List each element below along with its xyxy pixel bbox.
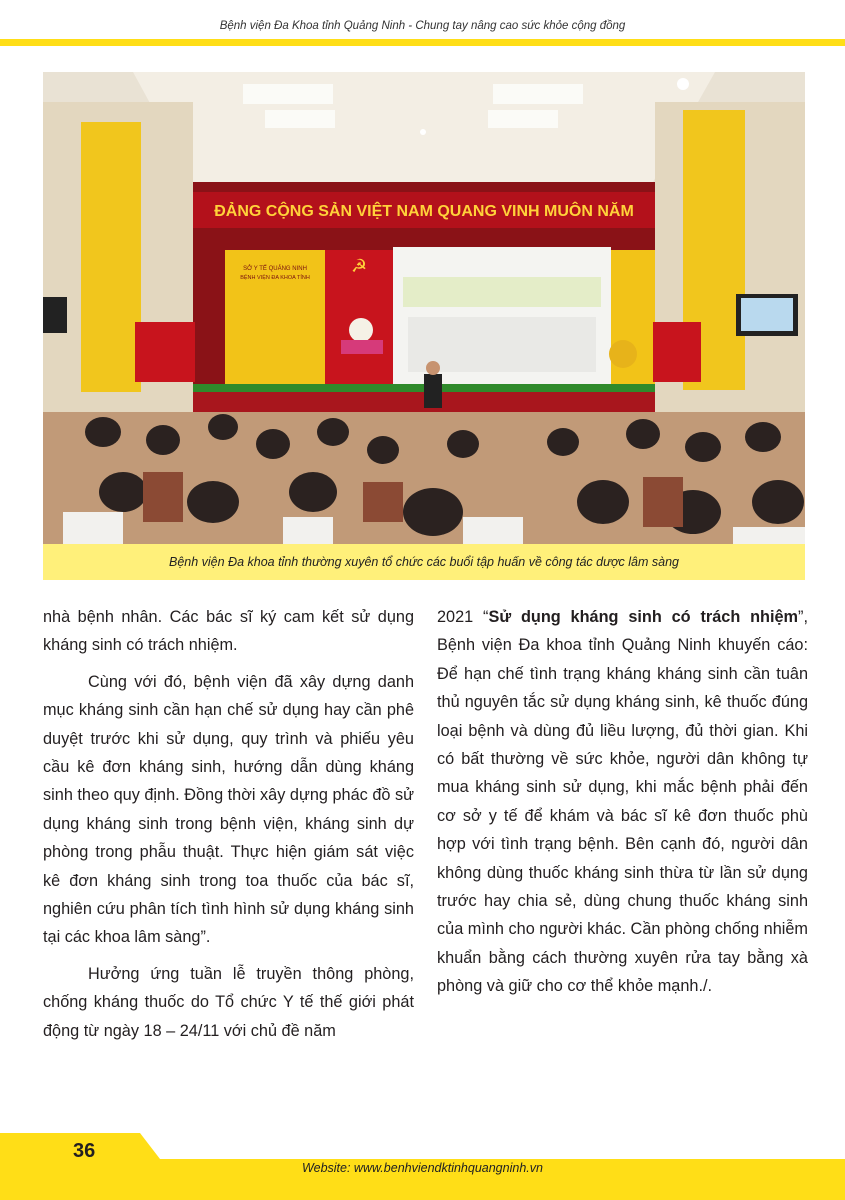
footer-website: Website: www.benhviendktinhquangninh.vn [302,1161,543,1175]
article-left-column [43,603,414,1053]
running-header: Bệnh viện Đa Khoa tỉnh Quảng Ninh - Chung tay nâng cao sức khỏe cộng đồng [219,20,626,32]
paragraph-lead: 2021 “ [437,608,489,626]
paragraph-body: ”, Bệnh viện Đa khoa tỉnh Quảng Ninh khuyến cáo: Để hạn chế tình trạng kháng kháng sinh cần tuân thủ nguyên tắc sử dụng kháng sinh, kê thuốc đúng loại bệnh và dùng đủ liều lượng, đủ thời gian. Khi có bất thường về sức khỏe, người dân không tự mua kháng sinh sử dụng, khi mắc bệnh phải đến cơ sở y tế để khám và bác sĩ kê đơn thuốc phù hợp với tình trạng bệnh. Bên cạnh đó, người dân không dùng thuốc kháng sinh thừa từ lần sử dụng trước hay chia sẻ, dùng chung thuốc kháng sinh của mình cho người khác. Cần phòng chống nhiễm khuẩn bằng cách thường xuyên rửa tay bằng xà phòng và giữ cho cơ thể khỏe mạnh./. [437,608,808,996]
header-rule [0,39,845,46]
svg-text:SỞ Y TẾ QUẢNG NINH: SỞ Y TẾ QUẢNG NINH [243,266,307,272]
conference-photo [43,72,805,544]
paragraph [437,603,808,1001]
stage-banner-text: ĐẢNG CỘNG SẢN VIỆT NAM QUANG VINH MUÔN NĂM [214,203,634,220]
svg-text:☭: ☭ [351,256,368,277]
svg-text:BỆNH VIỆN ĐA KHOA TỈNH: BỆNH VIỆN ĐA KHOA TỈNH [240,275,310,281]
photo-caption: Bệnh viện Đa khoa tỉnh thường xuyên tổ chức các buổi tập huấn về công tác dược lâm sàng [43,544,805,580]
paragraph: nhà bệnh nhân. Các bác sĩ ký cam kết sử dụng kháng sinh có trách nhiệm. [43,608,414,655]
campaign-theme: Sử dụng kháng sinh có trách nhiệm [488,608,799,626]
article-right-column [437,603,808,1009]
paragraph: Hưởng ứng tuần lễ truyền thông phòng, chống kháng thuốc do Tổ chức Y tế thế giới phát động từ ngày 18 – 24/11 với chủ đề năm [43,964,414,1040]
paragraph: Cùng với đó, bệnh viện đã xây dựng danh mục kháng sinh cần hạn chế sử dụng hay cần phê duyệt trước khi sử dụng, quy trình và phiếu yêu cầu kê đơn kháng sinh, hướng dẫn dùng kháng sinh theo quy định. Đồng thời xây dựng phác đồ sử dụng kháng sinh trong bệnh viện, kháng sinh dự phòng trong phẫu thuật. Thực hiện giám sát việc kê đơn kháng sinh trong toa thuốc của bác sĩ, nghiên cứu phân tích tình hình sử dụng kháng sinh tại các khoa lâm sàng”. [43,672,414,947]
page-number: 36 [73,1140,96,1162]
